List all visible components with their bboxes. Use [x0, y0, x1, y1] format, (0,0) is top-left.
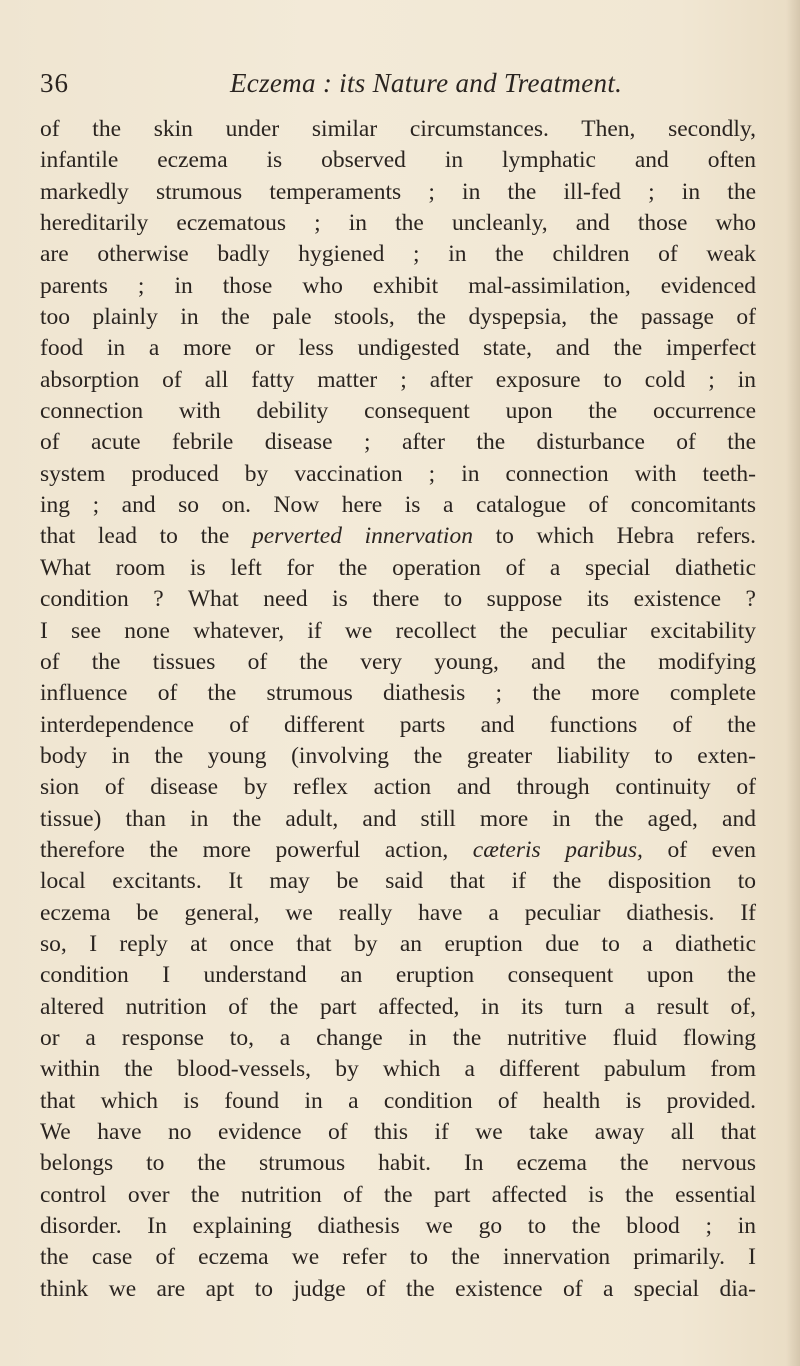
text-line [40, 898, 756, 929]
text-run: the case of eczema we refer to the innervation primarily. I [40, 1244, 756, 1271]
text-line [40, 1054, 756, 1085]
text-line [40, 678, 756, 709]
text-run: of the skin under similar circumstances. Then, secondly, [40, 116, 756, 142]
text-line [40, 1211, 756, 1242]
text-line [40, 584, 756, 615]
text-line [40, 1117, 756, 1148]
text-run: We have no evidence of this if we take away all that [40, 1119, 756, 1145]
text-run: too plainly in the pale stools, the dyspepsia, the passage of [40, 304, 756, 331]
text-line [40, 396, 756, 427]
text-run: of the tissues of the very young, and the modifying [40, 648, 756, 675]
text-run: hereditarily eczematous ; in the uncleanly, and those who [40, 210, 756, 237]
text-line [40, 866, 756, 897]
text-run: within the blood-vessels, by which a different pabulum from [40, 1056, 756, 1083]
text-line [40, 1274, 756, 1305]
text-line [40, 1086, 756, 1117]
text-line [40, 1242, 756, 1273]
text-line [40, 239, 756, 270]
text-line [40, 459, 756, 490]
text-line [40, 710, 756, 741]
text-line [40, 1180, 756, 1211]
text-run: disorder. In explaining diathesis we go to the blood ; in [40, 1213, 756, 1240]
text-line [40, 616, 756, 647]
text-line [40, 208, 756, 239]
text-run: system produced by vaccination ; in connection with teeth- [40, 460, 756, 487]
text-line [40, 772, 756, 803]
text-run: markedly strumous temperaments ; in the ill-fed ; in the [40, 178, 756, 205]
text-run: that which is found in a condition of health is provided. [40, 1087, 756, 1114]
text-run: that lead to the [40, 523, 252, 550]
text-run: of acute febrile disease ; after the disturbance of the [40, 429, 756, 456]
text-run: connection with debility consequent upon the occurrence [40, 398, 756, 425]
text-run: local excitants. It may be said that if the disposition to [40, 868, 756, 895]
text-run: eczema be general, we really have a peculiar diathesis. If [40, 899, 756, 926]
italic-phrase: perverted innervation [251, 523, 473, 550]
text-line [40, 835, 756, 866]
text-run: parents ; in those who exhibit mal-assimilation, evidenced [40, 272, 756, 299]
text-run: belongs to the strumous habit. In eczema the nervous [40, 1150, 756, 1177]
text-line [40, 114, 756, 145]
running-title: Eczema : its Nature and Treatment. [230, 68, 623, 98]
text-line [40, 521, 756, 552]
italic-phrase: cæteris paribus, [472, 836, 643, 863]
text-run: so, I reply at once that by an eruption due to a diathetic [40, 930, 756, 957]
text-run: condition ? What need is there to suppose its existence ? [40, 586, 756, 613]
text-line [40, 427, 756, 458]
text-run: condition I understand an eruption consequent upon the [40, 962, 756, 989]
text-run: tissue) than in the adult, and still more in the aged, and [40, 805, 756, 832]
text-line [40, 960, 756, 991]
text-run: therefore the more powerful action, [40, 836, 473, 863]
text-run: control over the nutrition of the part affected is the essential [40, 1181, 756, 1208]
text-run: are otherwise badly hygiened ; in the children of weak [40, 241, 756, 268]
text-run: infantile eczema is observed in lymphatic and often [40, 147, 756, 174]
text-run: absorption of all fatty matter ; after exposure to cold ; in [40, 366, 756, 393]
text-run: influence of the strumous diathesis ; the more complete [40, 680, 756, 707]
text-line [40, 145, 756, 176]
text-run: body in the young (involving the greater liability to exten- [40, 742, 756, 769]
text-run: interdependence of different parts and functions of the [40, 711, 756, 738]
text-line [40, 333, 756, 364]
running-head [40, 68, 740, 108]
text-run: I see none whatever, if we recollect the peculiar excitability [40, 617, 756, 644]
text-line [40, 271, 756, 302]
text-run: of even [642, 836, 756, 863]
text-run: altered nutrition of the part affected, in its turn a result of, [40, 993, 756, 1020]
text-line [40, 992, 756, 1023]
page-edge-shadow [786, 0, 800, 1366]
text-line [40, 804, 756, 835]
text-run: or a response to, a change in the nutritive fluid flowing [40, 1024, 756, 1051]
text-line [40, 490, 756, 521]
text-line [40, 647, 756, 678]
text-line [40, 929, 756, 960]
text-run: think we are apt to judge of the existence of a special dia- [40, 1275, 756, 1302]
page-number: 36 [40, 68, 69, 98]
text-line [40, 177, 756, 208]
text-line [40, 1023, 756, 1054]
text-line [40, 1148, 756, 1179]
text-run: sion of disease by reflex action and through continuity of [40, 774, 756, 801]
text-line [40, 302, 756, 333]
text-run: to which Hebra refers. [472, 523, 756, 550]
text-line [40, 553, 756, 584]
text-run: food in a more or less undigested state, and the imperfect [40, 335, 756, 362]
text-run: ing ; and so on. Now here is a catalogue of concomitants [40, 492, 756, 519]
text-line [40, 365, 756, 396]
body-text [40, 114, 756, 1305]
text-run: What room is left for the operation of a special diathetic [40, 554, 756, 581]
text-line [40, 741, 756, 772]
